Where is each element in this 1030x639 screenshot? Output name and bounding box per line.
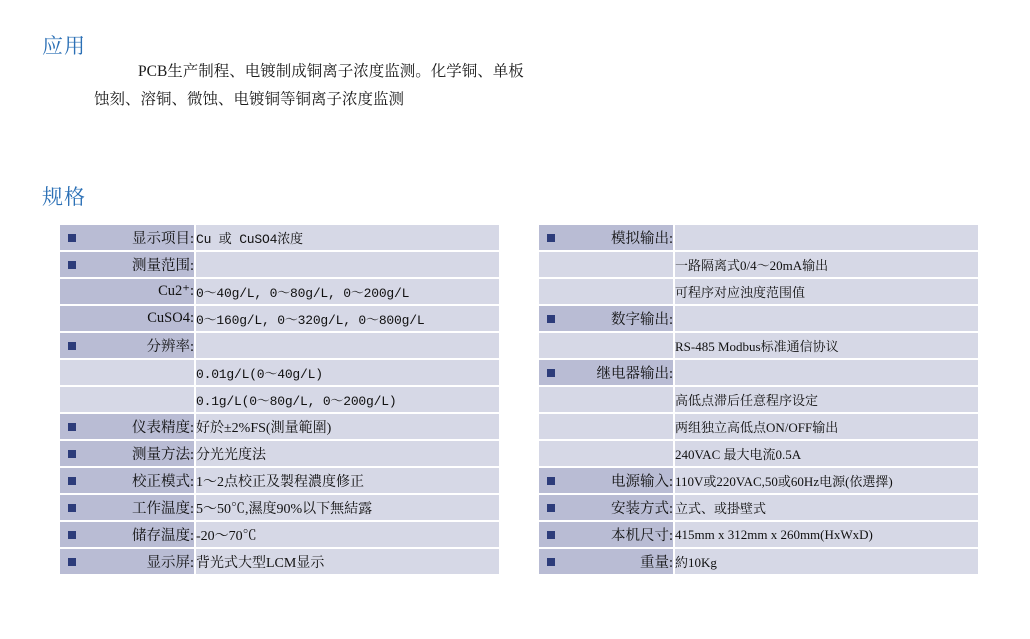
spec-value-cell	[195, 305, 500, 332]
bullet-square-icon	[68, 342, 76, 350]
spec-value-text: 两组独立高低点ON/OFF输出	[675, 420, 839, 435]
spec-label-cell	[539, 386, 674, 413]
spec-label-text: 模拟输出:	[610, 231, 673, 247]
spec-value-cell	[674, 494, 979, 521]
spec-label-cell	[60, 332, 195, 359]
spec-label-text: 测量范围:	[131, 258, 194, 274]
spec-label-text: 仪表精度:	[131, 420, 194, 436]
spec-label-text: 继电器输出:	[596, 366, 673, 382]
spec-label-cell	[60, 467, 195, 494]
spec-label-cell	[539, 251, 674, 278]
spec-value-text: Cu 或 CuSO4浓度	[196, 232, 303, 247]
spec-value-text: 240VAC 最大电流0.5A	[675, 447, 802, 462]
bullet-square-icon	[68, 261, 76, 269]
spec-value-text: 好於±2%FS(測量範圍)	[196, 420, 332, 436]
spec-row	[539, 251, 979, 278]
spec-row	[60, 386, 500, 413]
specification-column-left	[60, 225, 501, 576]
spec-value-text: -20～70℃	[196, 528, 257, 544]
spec-value-text: 0～160g/L, 0～320g/L, 0～800g/L	[196, 313, 425, 328]
spec-value-cell	[195, 359, 500, 386]
spec-row	[539, 225, 979, 251]
spec-value-cell	[674, 305, 979, 332]
spec-label-text: 重量:	[639, 555, 673, 571]
spec-value-text: 0.1g/L(0～80g/L, 0～200g/L)	[196, 394, 397, 409]
spec-label-cell	[60, 386, 195, 413]
spec-row	[539, 332, 979, 359]
specification-column-right	[539, 225, 980, 576]
spec-row	[539, 359, 979, 386]
bullet-square-icon	[68, 234, 76, 242]
bullet-square-icon	[547, 234, 555, 242]
spec-row	[60, 548, 500, 575]
spec-label-cell	[539, 413, 674, 440]
spec-value-cell	[195, 548, 500, 575]
spec-row	[60, 440, 500, 467]
spec-row	[60, 413, 500, 440]
spec-value-text: 1～2点校正及製程濃度修正	[196, 474, 364, 490]
spec-label-text: 测量方法:	[131, 447, 194, 463]
spec-value-cell	[195, 413, 500, 440]
bullet-square-icon	[68, 558, 76, 566]
spec-label-cell	[539, 305, 674, 332]
spec-label-text: 安装方式:	[610, 501, 673, 517]
spec-label-text: Cu2⁺:	[158, 283, 194, 299]
spec-value-cell	[674, 467, 979, 494]
spec-value-text: 高低点滞后任意程序设定	[675, 393, 819, 408]
application-body	[42, 58, 802, 114]
spec-label-cell	[60, 494, 195, 521]
spec-label-cell	[60, 413, 195, 440]
spec-value-cell	[674, 521, 979, 548]
bullet-square-icon	[68, 477, 76, 485]
bullet-square-icon	[68, 423, 76, 431]
spec-label-cell	[60, 521, 195, 548]
spec-value-cell	[195, 440, 500, 467]
spec-label-text: 分辨率:	[146, 339, 194, 355]
bullet-square-icon	[547, 477, 555, 485]
spec-label-cell	[60, 359, 195, 386]
spec-row	[539, 386, 979, 413]
spec-row	[60, 359, 500, 386]
spec-label-cell	[539, 225, 674, 251]
spec-value-cell	[195, 467, 500, 494]
spec-label-text: 电源输入:	[610, 474, 673, 490]
spec-row	[539, 494, 979, 521]
spec-value-text: 背光式大型LCM显示	[196, 555, 325, 571]
spec-value-text: 110V或220VAC,50或60Hz电源(依選擇)	[675, 474, 893, 489]
spec-row	[539, 440, 979, 467]
bullet-square-icon	[547, 504, 555, 512]
bullet-square-icon	[68, 531, 76, 539]
spec-value-text: 分光光度法	[196, 447, 266, 463]
spec-label-text: 工作温度:	[131, 501, 194, 517]
spec-label-text: 校正模式:	[131, 474, 194, 490]
spec-value-text: 約10Kg	[675, 555, 717, 570]
spec-value-cell	[674, 548, 979, 575]
spec-label-cell	[539, 494, 674, 521]
spec-label-cell	[60, 548, 195, 575]
spec-value-cell	[195, 521, 500, 548]
spec-value-cell	[674, 251, 979, 278]
spec-label-text: 显示屏:	[146, 555, 194, 571]
spec-row	[60, 251, 500, 278]
spec-label-text: 本机尺寸:	[610, 528, 673, 544]
spec-label-cell	[539, 332, 674, 359]
spec-label-cell	[60, 251, 195, 278]
spec-row	[539, 548, 979, 575]
spec-table-right	[539, 225, 980, 576]
spec-label-cell	[60, 440, 195, 467]
spec-value-text: 0.01g/L(0～40g/L)	[196, 367, 323, 382]
spec-value-cell	[674, 386, 979, 413]
spec-value-cell	[674, 332, 979, 359]
application-line-1: PCB生产制程、电镀制成铜离子浓度监测。化学铜、单板	[138, 63, 524, 80]
spec-value-cell	[195, 225, 500, 251]
spec-row	[60, 225, 500, 251]
spec-row	[60, 494, 500, 521]
spec-label-cell	[60, 278, 195, 305]
spec-label-cell	[539, 278, 674, 305]
spec-row	[60, 521, 500, 548]
bullet-square-icon	[547, 531, 555, 539]
spec-row	[539, 278, 979, 305]
spec-label-cell	[539, 521, 674, 548]
spec-row	[60, 305, 500, 332]
bullet-square-icon	[68, 450, 76, 458]
bullet-square-icon	[547, 369, 555, 377]
specification-tables	[60, 225, 980, 576]
spec-value-cell	[674, 440, 979, 467]
spec-value-text: RS-485 Modbus标准通信协议	[675, 339, 839, 354]
spec-table-left	[60, 225, 501, 576]
spec-value-cell	[195, 494, 500, 521]
spec-value-cell	[195, 386, 500, 413]
spec-value-cell	[674, 278, 979, 305]
spec-value-text: 0～40g/L, 0～80g/L, 0～200g/L	[196, 286, 410, 301]
spec-label-cell	[60, 225, 195, 251]
spec-value-cell	[674, 225, 979, 251]
spec-row	[60, 332, 500, 359]
bullet-square-icon	[68, 504, 76, 512]
application-section-title: 应用	[42, 35, 86, 58]
spec-label-cell	[539, 440, 674, 467]
spec-row	[539, 467, 979, 494]
spec-row	[539, 521, 979, 548]
specification-section-title: 规格	[42, 186, 86, 209]
spec-label-cell	[60, 305, 195, 332]
spec-row	[60, 278, 500, 305]
spec-label-text: 储存温度:	[131, 528, 194, 544]
spec-label-cell	[539, 467, 674, 494]
spec-value-text: 一路隔离式0/4～20mA输出	[675, 258, 829, 273]
spec-value-text: 可程序对应浊度范围值	[675, 285, 806, 300]
spec-value-cell	[674, 359, 979, 386]
bullet-square-icon	[547, 558, 555, 566]
spec-label-text: CuSO4:	[147, 310, 194, 326]
spec-value-cell	[195, 278, 500, 305]
spec-value-text: 415mm x 312mm x 260mm(HxWxD)	[675, 526, 873, 542]
bullet-square-icon	[547, 315, 555, 323]
spec-row	[539, 305, 979, 332]
application-line-2: 蚀刻、溶铜、微蚀、电镀铜等铜离子浓度监测	[94, 91, 405, 108]
spec-value-text: 5～50℃,濕度90%以下無結露	[196, 501, 373, 517]
spec-row	[539, 413, 979, 440]
spec-label-cell	[539, 359, 674, 386]
spec-value-cell	[674, 413, 979, 440]
spec-label-text: 数字输出:	[610, 312, 673, 328]
spec-row	[60, 467, 500, 494]
spec-label-cell	[539, 548, 674, 575]
spec-value-cell	[195, 332, 500, 359]
spec-label-text: 显示项目:	[131, 231, 194, 247]
spec-value-text: 立式、或掛壁式	[675, 501, 767, 516]
spec-value-cell	[195, 251, 500, 278]
